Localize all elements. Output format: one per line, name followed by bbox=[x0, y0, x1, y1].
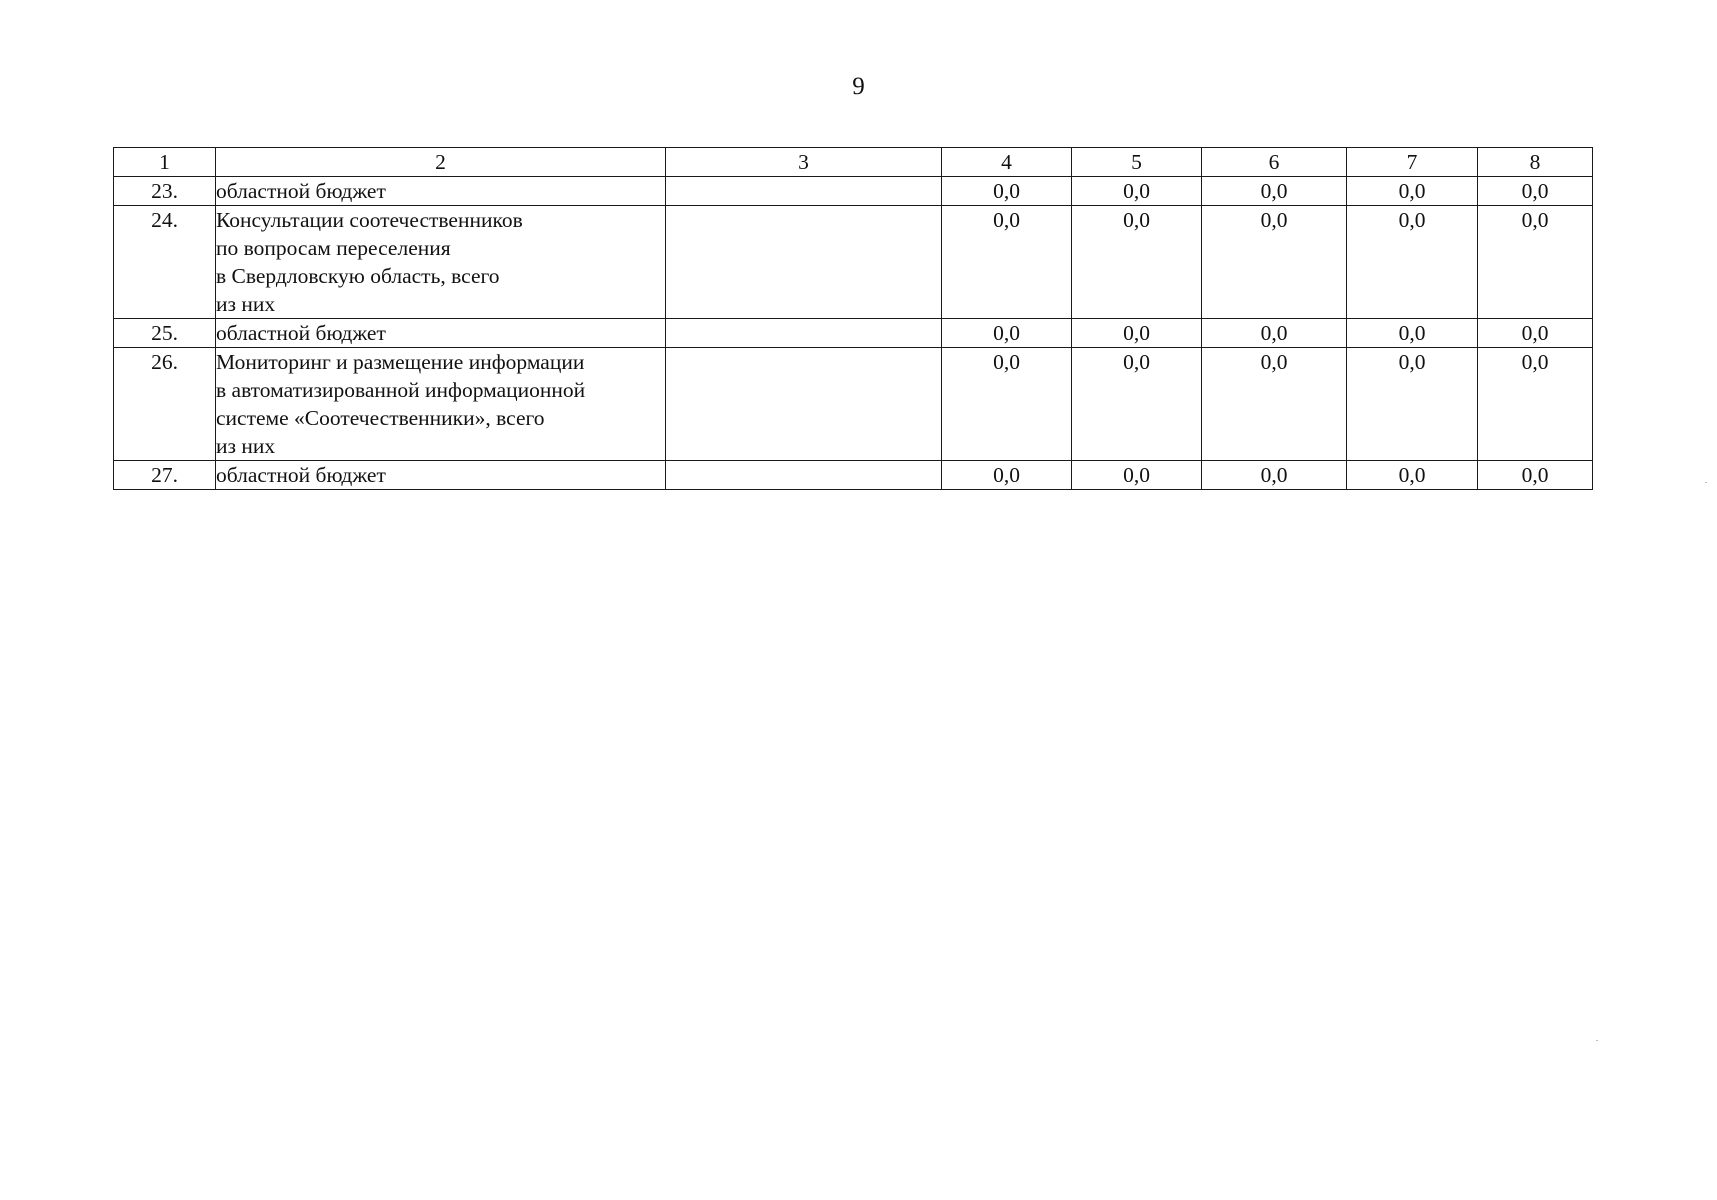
row-value-col7: 0,0 bbox=[1347, 177, 1478, 206]
row-value-col4: 0,0 bbox=[942, 319, 1072, 348]
row-value-col8: 0,0 bbox=[1478, 348, 1593, 461]
row-name-line: из них bbox=[216, 292, 276, 316]
row-number: 27. bbox=[114, 461, 216, 490]
row-value-col4: 0,0 bbox=[942, 177, 1072, 206]
table-header-row bbox=[114, 148, 1593, 177]
row-name bbox=[216, 206, 666, 319]
row-name bbox=[216, 348, 666, 461]
table-row bbox=[114, 461, 1593, 490]
row-value-col5: 0,0 bbox=[1072, 348, 1202, 461]
row-value-col5: 0,0 bbox=[1072, 177, 1202, 206]
row-value-col8: 0,0 bbox=[1478, 319, 1593, 348]
row-name-line: системе «Соотечественники», всего bbox=[216, 406, 545, 430]
column-header-4: 4 bbox=[942, 148, 1072, 177]
row-name-line: по вопросам переселения bbox=[216, 236, 451, 260]
scan-speck bbox=[1596, 1040, 1598, 1041]
row-value-col7: 0,0 bbox=[1347, 461, 1478, 490]
table-row bbox=[114, 348, 1593, 461]
row-value-col6: 0,0 bbox=[1202, 206, 1347, 319]
row-name-line: в Свердловскую область, всего bbox=[216, 264, 500, 288]
row-number: 24. bbox=[114, 206, 216, 319]
row-name-line: Мониторинг и размещение информации bbox=[216, 350, 585, 374]
row-number: 23. bbox=[114, 177, 216, 206]
row-name-line: Консультации соотечественников bbox=[216, 208, 523, 232]
row-name bbox=[216, 177, 666, 206]
row-value-col5: 0,0 bbox=[1072, 319, 1202, 348]
column-header-5: 5 bbox=[1072, 148, 1202, 177]
table-row bbox=[114, 319, 1593, 348]
column-header-1: 1 bbox=[114, 148, 216, 177]
row-col3 bbox=[666, 319, 942, 348]
column-header-2: 2 bbox=[216, 148, 666, 177]
row-value-col5: 0,0 bbox=[1072, 206, 1202, 319]
row-value-col4: 0,0 bbox=[942, 206, 1072, 319]
table-row bbox=[114, 206, 1593, 319]
row-value-col4: 0,0 bbox=[942, 348, 1072, 461]
scan-speck bbox=[1705, 482, 1707, 483]
row-value-col8: 0,0 bbox=[1478, 461, 1593, 490]
row-col3 bbox=[666, 177, 942, 206]
row-col3 bbox=[666, 461, 942, 490]
table-row bbox=[114, 177, 1593, 206]
row-name-line: областной бюджет bbox=[216, 463, 386, 487]
row-number: 25. bbox=[114, 319, 216, 348]
row-col3 bbox=[666, 206, 942, 319]
row-value-col4: 0,0 bbox=[942, 461, 1072, 490]
row-name-line: в автоматизированной информационной bbox=[216, 378, 586, 402]
column-header-7: 7 bbox=[1347, 148, 1478, 177]
row-value-col7: 0,0 bbox=[1347, 206, 1478, 319]
row-col3 bbox=[666, 348, 942, 461]
row-value-col5: 0,0 bbox=[1072, 461, 1202, 490]
row-value-col6: 0,0 bbox=[1202, 348, 1347, 461]
page-number: 9 bbox=[852, 73, 865, 100]
row-name bbox=[216, 461, 666, 490]
row-value-col7: 0,0 bbox=[1347, 319, 1478, 348]
budget-table bbox=[113, 147, 1593, 490]
row-value-col6: 0,0 bbox=[1202, 319, 1347, 348]
row-name-line: областной бюджет bbox=[216, 321, 386, 345]
row-number: 26. bbox=[114, 348, 216, 461]
column-header-3: 3 bbox=[666, 148, 942, 177]
row-value-col6: 0,0 bbox=[1202, 177, 1347, 206]
row-value-col8: 0,0 bbox=[1478, 177, 1593, 206]
column-header-8: 8 bbox=[1478, 148, 1593, 177]
row-value-col6: 0,0 bbox=[1202, 461, 1347, 490]
row-name-line: областной бюджет bbox=[216, 179, 386, 203]
row-value-col8: 0,0 bbox=[1478, 206, 1593, 319]
row-name-line: из них bbox=[216, 434, 276, 458]
column-header-6: 6 bbox=[1202, 148, 1347, 177]
row-name bbox=[216, 319, 666, 348]
row-value-col7: 0,0 bbox=[1347, 348, 1478, 461]
